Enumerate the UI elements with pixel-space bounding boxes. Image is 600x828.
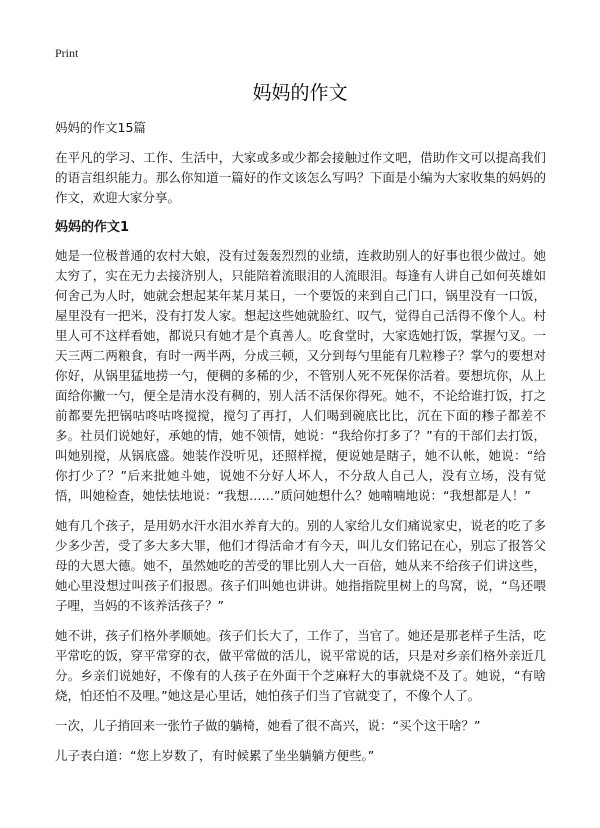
body-paragraph-3: 她不讲，孩子们格外孝顺她。孩子们长大了，工作了，当官了。她还是那老样子生活，吃平常吃的饭，穿平常穿的衣，做平常做的活儿，说平常说的话，只是对乡亲们格外亲近几分。乡亲们说她好，不像有的人孩子在外面干个芝麻籽大的事就烧不及了。她说，“有啥烧，怕还怕不及哩。”她这是心里话，她怕孩子们当了官就变了，不像个人了。	[55, 628, 546, 703]
section-heading: 妈妈的作文1	[55, 220, 130, 235]
body-paragraph-4: 一次，儿子捎回来一张竹子做的躺椅，她看了很不高兴，说：“买个这干啥？”	[55, 718, 481, 733]
print-label[interactable]: Print	[55, 46, 79, 60]
intro-paragraph: 在平凡的学习、工作、生活中，大家或多或少都会接触过作文吧，借助作文可以提高我们的语言组织能力。那么你知道一篇好的作文该怎么写吗？下面是小编为大家收集的妈妈的作文，欢迎大家分享。	[55, 150, 546, 205]
page-title: 妈妈的作文	[252, 82, 348, 104]
body-paragraph-1: 她是一位极普通的农村大娘，没有过轰轰烈烈的业绩，连救助别人的好事也很少做过。她太穷了，实在无力去接济别人，只能陪着流眼泪的人流眼泪。每逢有人讲自己如何英雄如何舍己为人时，她就会想起某年某月某日，一个要饭的来到自己门口，锅里没有一口饭，屋里没有一把米，没有打发人家。想起这些她就脸红、叹气，觉得自己活得不像个人。村里人可不这样看她，都说只有她才是个真善人。吃食堂时，大家选她打饭，掌握勺叉。一天三两二两粮食，有时一两半两，分成三顿，又分到每勺里能有几粒糁子？掌勺的要想对你好，从锅里猛地捞一勺，便稠的多稀的少，不管别人死不死保你活着。要想坑你，从上面给你撇一勺，便全是清水没有稠的，别人活不活保你得死。她不，不论给谁打饭，打之前都要先把锅咕咚咕咚搅搅，搅匀了再打，人们喝到碗底比比，沉在下面的糁子都差不多。社员们说她好，承她的情，她不领情，她说：“我给你打多了？”有的干部们去打饭，叫她别搅，从锅底盛。她装作没听见，还照样搅，便说她是瞎子，她不认帐，她说：“给你打少了？”后来批她斗她，说她不分好人坏人，不分敌人自己人，没有立场，没有觉悟，叫她检查，她怯怯地说：“我想……”质问她想什么？她喃喃地说：“我想都是人！”	[55, 248, 546, 503]
body-paragraph-2: 她有几个孩子，是用奶水汗水泪水养育大的。别的人家给儿女们痛说家史，说老的吃了多少多少苦，受了多大多大罪，他们才得活命才有今天，叫儿女们铭记在心，别忘了报答父母的大恩大德。她不，虽然她吃的苦受的罪比别人大一百倍，她从来不给孩子们讲这些，她心里没想过叫孩子们报恩。孩子们叫她也讲讲。她指指院里树上的鸟窝，说，“鸟还喂子哩，当妈的不该养活孩子？”	[55, 518, 546, 613]
document-subtitle: 妈妈的作文15篇	[55, 120, 146, 135]
document-body	[55, 118, 546, 776]
body-paragraph-5: 儿子表白道：“您上岁数了，有时候累了坐坐躺躺方便些。”	[55, 748, 375, 763]
